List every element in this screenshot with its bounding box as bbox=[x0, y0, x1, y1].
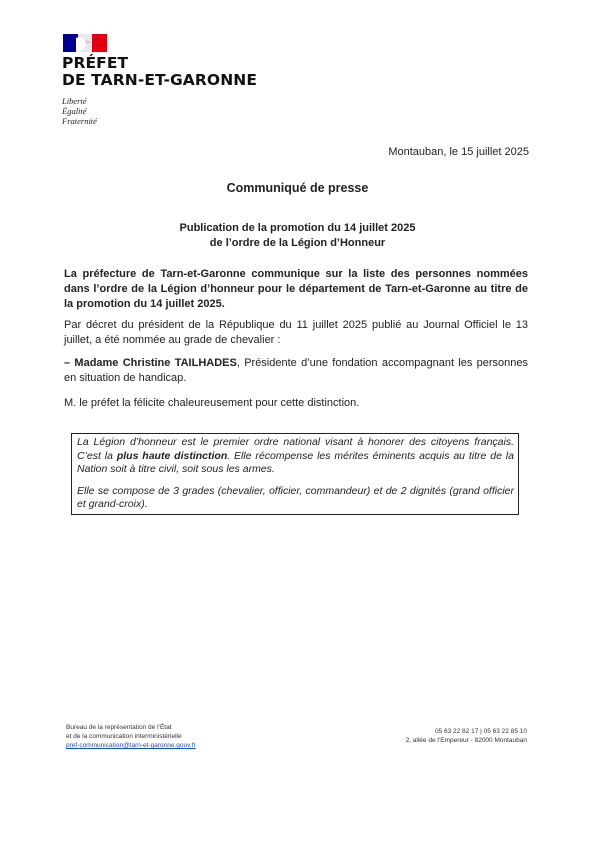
footer-contact-left bbox=[66, 723, 196, 750]
prefecture-logo-text bbox=[62, 55, 257, 89]
document-subtitle bbox=[0, 221, 595, 250]
footer-phone: 05 63 22 82 17 | 05 63 22 85 10 bbox=[434, 728, 527, 735]
logo-line-department: DE TARN-ET-GARONNE bbox=[62, 71, 258, 89]
nominee-surname: TAILHADES bbox=[174, 357, 237, 369]
info-text-end: . Elle récompense les mérites éminents acquis au titre de la Nation soit à titre civil, soit sous les armes. bbox=[77, 449, 514, 475]
date-line: Montauban, le 15 juillet 2025 bbox=[388, 146, 529, 158]
footer-office: Bureau de la représentation de l’État bbox=[66, 724, 172, 731]
footer-address: 2, allée de l’Empereur - 82000 Montauban bbox=[405, 737, 527, 744]
decree-paragraph: Par décret du président de la République du 11 juillet 2025 publié au Journal Officiel le 13 juillet, a été nommée au grade de chevalier : bbox=[64, 319, 528, 346]
info-text-start: La Légion d’honneur est le premier ordre national visant à honorer des citoyens français. C’est la bbox=[77, 436, 514, 462]
footer-contact-right bbox=[406, 727, 527, 745]
footer-service: et de la communication interministérielle bbox=[66, 733, 182, 740]
subtitle-line-1: Publication de la promotion du 14 juillet 2025 bbox=[179, 222, 416, 234]
nominee-prefix: – Madame Christine bbox=[64, 357, 171, 369]
nominee-description: , Présidente d’une fondation accompagnant les personnes en situation de handicap. bbox=[64, 357, 529, 384]
info-paragraph-1 bbox=[77, 436, 514, 477]
document-title: Communiqué de presse bbox=[226, 181, 369, 195]
info-paragraph-2: Elle se compose de 3 grades (chevalier, officier, commandeur) et de 2 dignités (grand officier et grand-croix). bbox=[77, 484, 514, 510]
legion-honneur-info-box bbox=[71, 433, 519, 515]
motto-liberte: Liberté bbox=[62, 96, 87, 106]
motto-fraternite: Fraternité bbox=[62, 116, 97, 126]
info-highlight: plus haute distinction bbox=[116, 449, 228, 462]
nominee-paragraph bbox=[64, 356, 528, 386]
intro-paragraph: La préfecture de Tarn-et-Garonne communique sur la liste des personnes nommées dans l’ordre de la Légion d’honneur pour le département de Tarn-et-Garonne au titre de la promotion du 14 juillet 2025. bbox=[64, 268, 528, 310]
congratulations-paragraph: M. le préfet la félicite chaleureusement pour cette distinction. bbox=[64, 397, 360, 409]
motto-egalite: Égalité bbox=[62, 106, 87, 116]
marianne-flag-logo bbox=[63, 34, 107, 52]
republic-motto bbox=[62, 96, 97, 126]
subtitle-line-2: de l’ordre de la Légion d’Honneur bbox=[209, 236, 386, 249]
footer-email-link[interactable]: pref-communication@tarn-et-garonne.gouv.fr bbox=[66, 742, 196, 749]
logo-line-prefet: PRÉFET bbox=[62, 54, 129, 72]
